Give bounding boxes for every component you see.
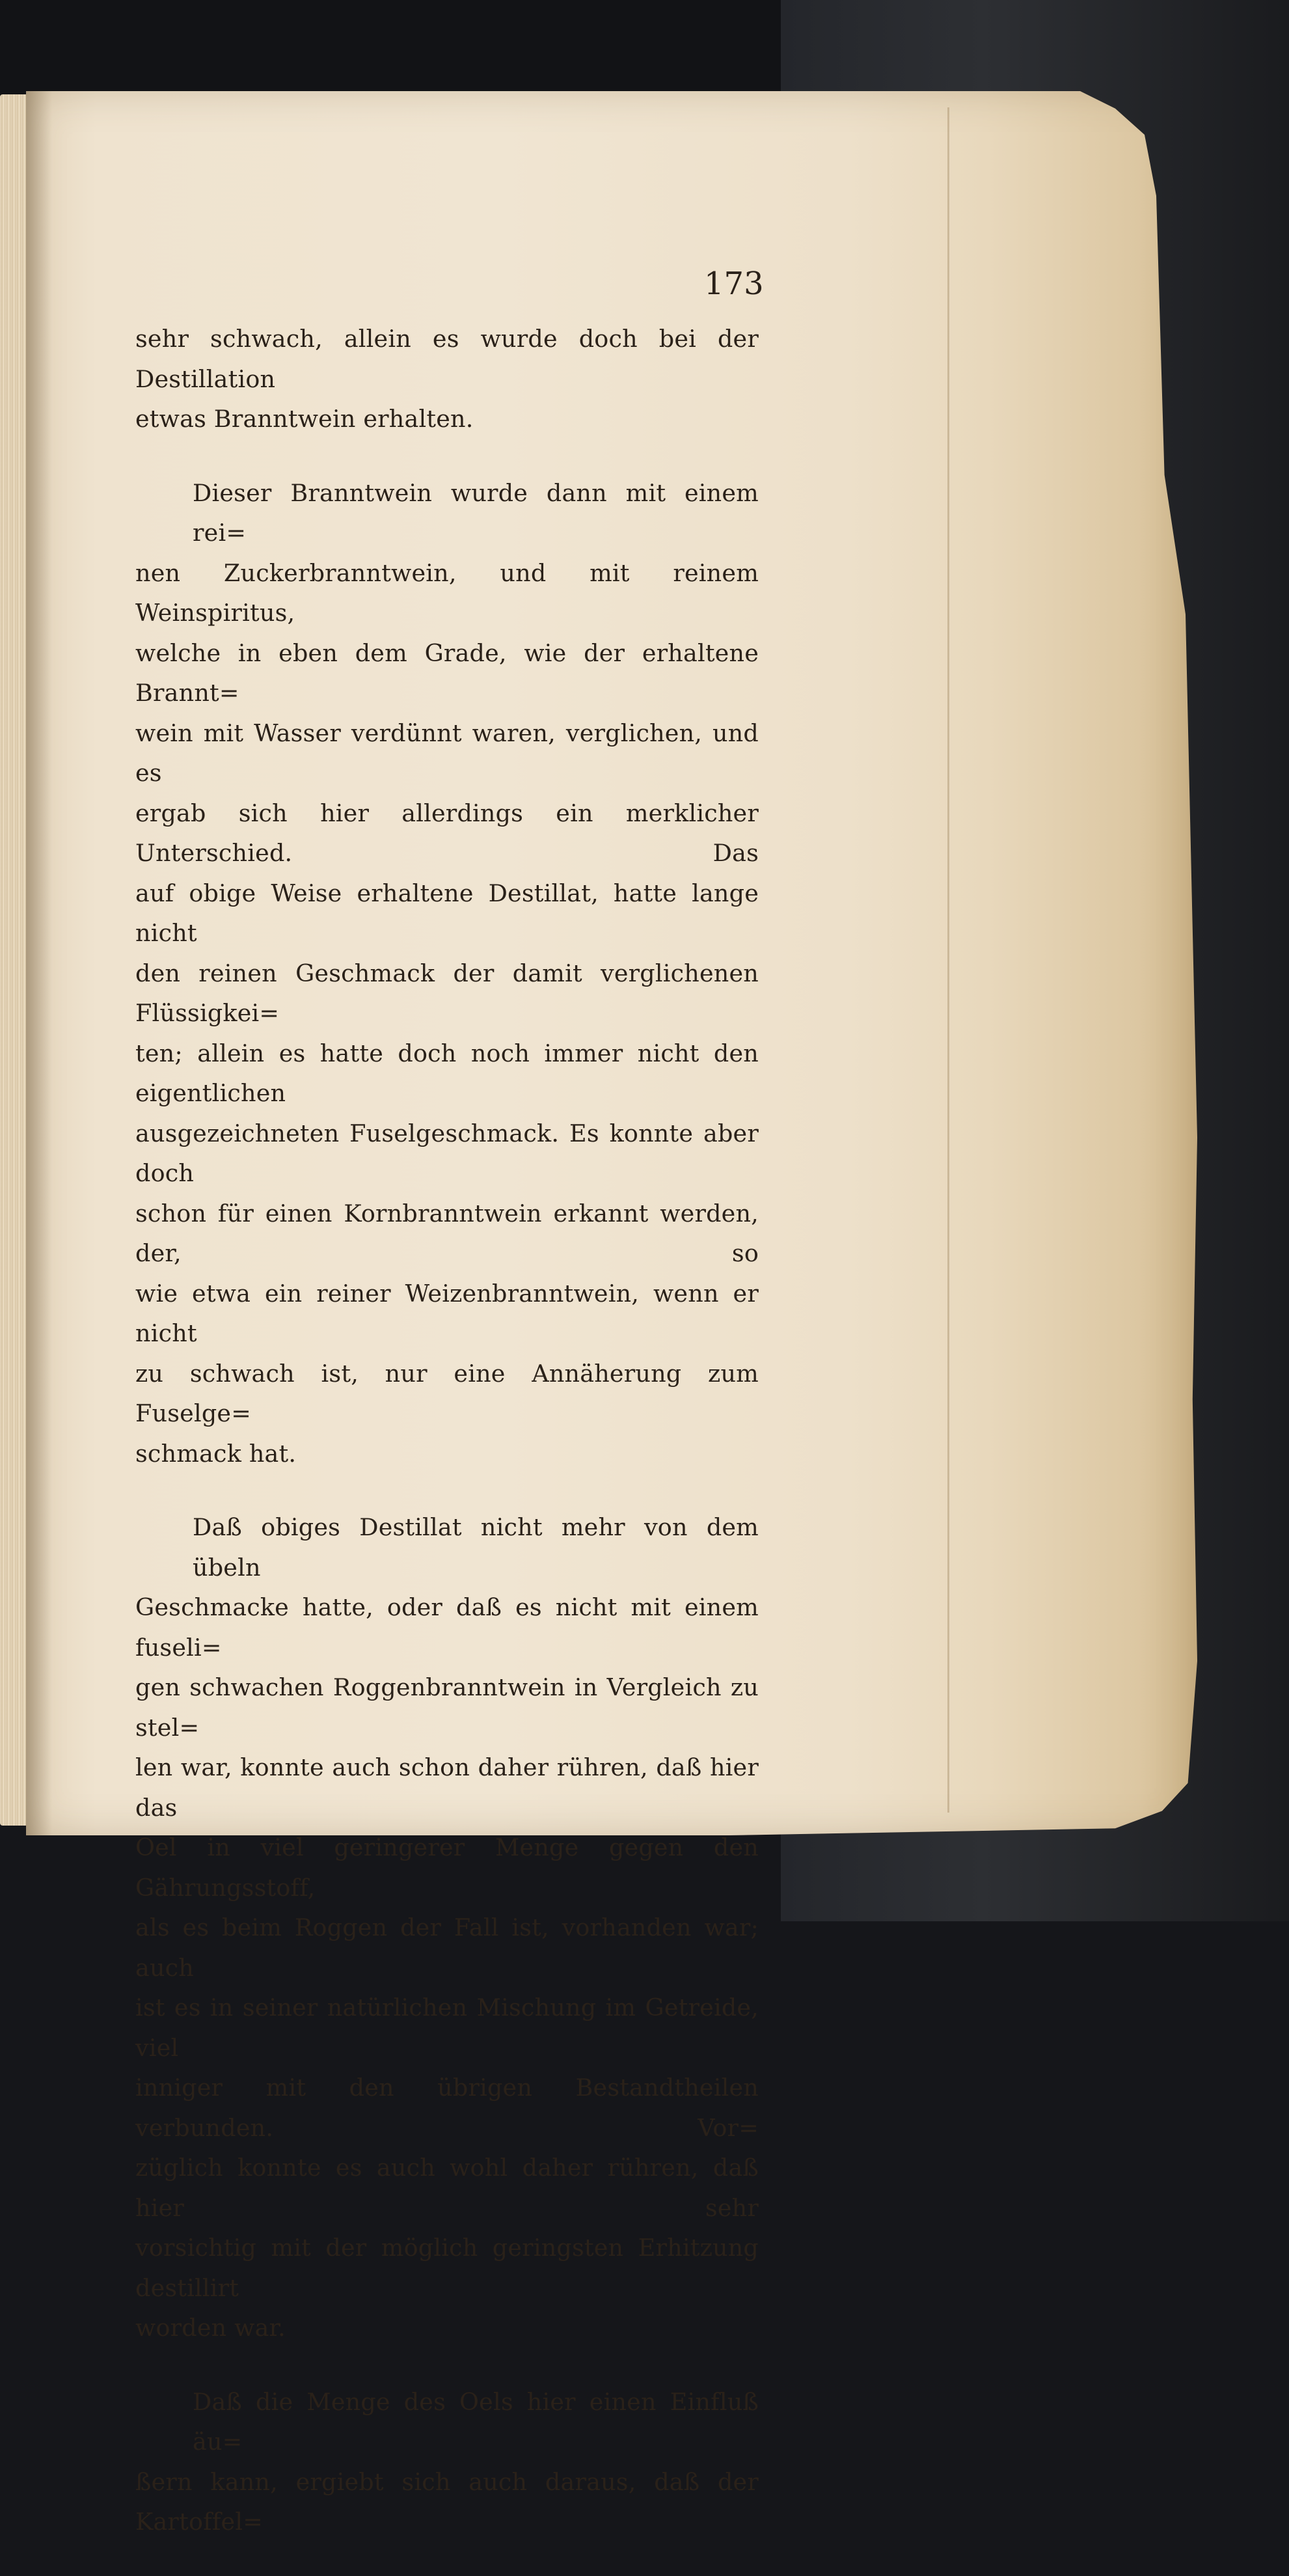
text-line: inniger mit den übrigen Bestandtheilen verbunden. Vor= [135, 2074, 759, 2142]
text-line: ten; allein es hatte doch noch immer nicht den eigentlichen [135, 1039, 759, 1107]
paragraph-4 [135, 2382, 759, 2542]
text-line: wie etwa ein reiner Weizenbranntwein, wenn er nicht [135, 1279, 759, 1347]
text-line: Daß obiges Destillat nicht mehr von dem übeln [193, 1513, 759, 1582]
page-number: 173 [704, 266, 764, 302]
paragraph-2 [135, 473, 759, 1474]
text-line: wein mit Wasser verdünnt waren, verglichen, und es [135, 719, 759, 787]
text-line: ausgezeichneten Fuselgeschmack. Es konnte aber doch [135, 1119, 759, 1187]
text-line: Dieser Branntwein wurde dann mit einem rei= [193, 478, 759, 547]
text-line: gen schwachen Roggenbranntwein in Vergleich zu stel= [135, 1673, 759, 1742]
paragraph-3 [135, 1507, 759, 2348]
text-line: sehr schwach, allein es wurde doch bei der Destillation [135, 325, 759, 393]
text-line: Daß die Menge des Oels hier einen Einfluß äu= [193, 2387, 759, 2456]
text-line: etwas Branntwein erhalten. [135, 405, 474, 433]
text-line: als es beim Roggen der Fall ist, vorhanden war; auch [135, 1913, 759, 1982]
paragraph-1 [135, 319, 759, 439]
text-line: nen Zuckerbranntwein, und mit reinem Weinspiritus, [135, 558, 759, 627]
text-line: schmack hat. [135, 1439, 297, 1468]
text-line: vorsichtig mit der möglich geringsten Erhitzung destillirt [135, 2234, 759, 2302]
page-fold-line [947, 107, 949, 1813]
text-line: len war, konnte auch schon daher rühren, daß hier das [135, 1753, 759, 1822]
text-line: schon für einen Kornbranntwein erkannt werden, der, so [135, 1199, 759, 1267]
text-line: zu schwach ist, nur eine Annäherung zum Fuselge= [135, 1359, 759, 1427]
text-line: Geschmacke hatte, oder daß es nicht mit einem fuseli= [135, 1593, 759, 1662]
text-line: auf obige Weise erhaltene Destillat, hatte lange nicht [135, 879, 759, 947]
spine-shadow [26, 91, 52, 1835]
text-line: den reinen Geschmack der damit verglichenen Flüssigkei= [135, 959, 759, 1027]
text-line: ßern kann, ergiebt sich auch daraus, daß der Kartoffel= [135, 2467, 759, 2536]
text-line: ist es in seiner natürlichen Mischung im Getreide, viel [135, 1994, 759, 2062]
body-text [135, 319, 759, 2576]
text-line: ergab sich hier allerdings ein merklicher Unterschied. Das [135, 799, 759, 867]
text-line: Oel in viel geringerer Menge gegen den Gährungsstoff, [135, 1833, 759, 1902]
text-line: worden war. [135, 2314, 286, 2342]
text-line: welche in eben dem Grade, wie der erhaltene Brannt= [135, 638, 759, 707]
text-line: züglich konnte es auch wohl daher rühren, daß hier sehr [135, 2154, 759, 2222]
